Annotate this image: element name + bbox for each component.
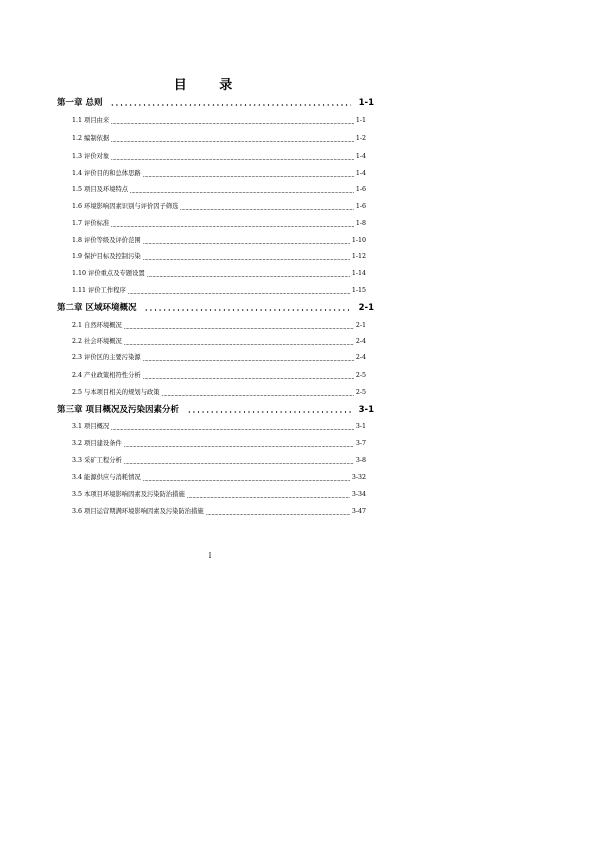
- toc-entry-label: 2.4 产业政策相符性分析: [72, 372, 141, 379]
- toc-section-entry[interactable]: [72, 473, 366, 483]
- toc-entry-page: 1-1: [358, 98, 374, 108]
- dot-leader: [111, 159, 354, 160]
- toc-section-entry[interactable]: [72, 219, 366, 229]
- toc-entry-label: 2.2 社会环境概况: [72, 338, 122, 345]
- toc-entry-label: 1.7 评价标准: [72, 220, 110, 227]
- page-number: I: [208, 552, 212, 560]
- toc-entry-label: 1.4 评价目的和总体思路: [72, 170, 141, 177]
- toc-entry-label: 2.3 评价区的主要污染源: [72, 354, 141, 361]
- dot-leader: [111, 141, 354, 142]
- dot-leader: [143, 176, 354, 177]
- toc-entry-page: 1-1: [355, 117, 366, 124]
- toc-entry-label: 1.8 评价等级及评价范围: [72, 237, 141, 244]
- toc-section-entry[interactable]: [72, 439, 366, 449]
- dot-leader: [111, 123, 354, 124]
- toc-chapter-entry[interactable]: [57, 303, 374, 313]
- toc-section-entry[interactable]: [72, 337, 366, 347]
- toc-entry-page: 1-15: [351, 287, 366, 294]
- toc-section-entry[interactable]: [72, 116, 366, 126]
- dot-leader: [143, 360, 354, 361]
- toc-entry-page: 3-34: [351, 491, 366, 498]
- toc-entry-page: 3-1: [355, 423, 366, 430]
- toc-entry-page: 1-4: [355, 153, 366, 160]
- dot-leader: [128, 293, 350, 294]
- dot-leader: [130, 192, 354, 193]
- toc-section-entry[interactable]: [72, 134, 366, 144]
- toc-section-entry[interactable]: [72, 269, 366, 279]
- dot-leader: [111, 429, 354, 430]
- dot-leader: [124, 344, 354, 345]
- toc-title: 目 录: [173, 78, 247, 93]
- toc-entry-label: 第三章 项目概况及污染因素分析: [57, 405, 179, 415]
- toc-entry-page: 3-7: [355, 440, 366, 447]
- toc-entry-label: 1.2 编制依据: [72, 135, 110, 142]
- toc-entry-label: 2.1 自然环境概况: [72, 322, 122, 329]
- dot-leader: [147, 276, 350, 277]
- toc-section-entry[interactable]: [72, 388, 366, 398]
- toc-section-entry[interactable]: [72, 422, 366, 432]
- toc-entry-label: 3.4 能源供应与消耗情况: [72, 474, 141, 481]
- toc-entry-label: 3.6 项目运营期满环境影响因素及污染防治措施: [72, 508, 204, 515]
- toc-section-entry[interactable]: [72, 490, 366, 500]
- toc-section-entry[interactable]: [72, 371, 366, 381]
- toc-entry-page: 3-32: [351, 474, 366, 481]
- toc-entry-label: 1.9 保护目标及控制污染: [72, 253, 141, 260]
- toc-entry-page: 1-6: [355, 203, 366, 210]
- toc-entry-label: 1.6 环境影响因素识别与评价因子筛选: [72, 203, 179, 210]
- dot-leader: [206, 514, 350, 515]
- toc-entry-page: 3-8: [355, 457, 366, 464]
- toc-entry-page: 1-4: [355, 170, 366, 177]
- dot-leader: [124, 463, 354, 464]
- toc-entry-label: 1.10 评价重点及专题设置: [72, 270, 145, 277]
- toc-section-entry[interactable]: [72, 286, 366, 296]
- toc-section-entry[interactable]: [72, 152, 366, 162]
- dot-leader: [144, 309, 350, 311]
- toc-entry-page: 1-6: [355, 186, 366, 193]
- toc-entry-page: 2-4: [355, 338, 366, 345]
- toc-section-entry[interactable]: [72, 236, 366, 246]
- toc-entry-label: 3.3 采矿工程分析: [72, 457, 122, 464]
- toc-section-entry[interactable]: [72, 185, 366, 195]
- toc-section-entry[interactable]: [72, 507, 366, 517]
- dot-leader: [143, 243, 350, 244]
- toc-entry-page: 1-14: [351, 270, 366, 277]
- dot-leader: [187, 411, 351, 413]
- dot-leader: [111, 226, 354, 227]
- dot-leader: [124, 328, 354, 329]
- toc-entry-label: 3.1 项目概况: [72, 423, 110, 430]
- toc-entry-label: 3.2 项目建设条件: [72, 440, 122, 447]
- toc-entry-label: 第一章 总则: [57, 98, 103, 108]
- toc-entry-label: 2.5 与本项目相关的规划与政策: [72, 389, 160, 396]
- toc-entry-page: 1-12: [351, 253, 366, 260]
- toc-section-entry[interactable]: [72, 456, 366, 466]
- toc-entry-page: 2-5: [355, 372, 366, 379]
- toc-entry-page: 3-1: [358, 405, 374, 415]
- toc-chapter-entry[interactable]: [57, 405, 374, 415]
- toc-entry-label: 3.5 本项目环境影响因素及污染防治措施: [72, 491, 185, 498]
- toc-entry-label: 1.1 项目由来: [72, 117, 110, 124]
- dot-leader: [187, 497, 350, 498]
- dot-leader: [162, 395, 354, 396]
- toc-section-entry[interactable]: [72, 353, 366, 363]
- dot-leader: [143, 378, 354, 379]
- toc-entry-page: 2-5: [355, 389, 366, 396]
- toc-entry-page: 1-10: [351, 237, 366, 244]
- toc-entry-page: 1-8: [355, 220, 366, 227]
- dot-leader: [143, 259, 350, 260]
- toc-entry-label: 第二章 区域环境概况: [57, 303, 137, 313]
- toc-section-entry[interactable]: [72, 202, 366, 212]
- dot-leader: [124, 446, 354, 447]
- toc-section-entry[interactable]: [72, 252, 366, 262]
- toc-entry-page: 3-47: [351, 508, 366, 515]
- toc-entry-page: 2-1: [355, 322, 366, 329]
- toc-entry-label: 1.3 评价对象: [72, 153, 110, 160]
- toc-entry-page: 1-2: [355, 135, 366, 142]
- toc-entry-page: 2-1: [358, 303, 374, 313]
- toc-entry-label: 1.5 项目及环境特点: [72, 186, 129, 193]
- dot-leader: [110, 104, 350, 106]
- dot-leader: [180, 209, 353, 210]
- toc-chapter-entry[interactable]: [57, 98, 374, 108]
- toc-entry-label: 1.11 评价工作程序: [72, 287, 126, 294]
- toc-section-entry[interactable]: [72, 321, 366, 331]
- toc-entry-page: 2-4: [355, 354, 366, 361]
- dot-leader: [143, 480, 350, 481]
- toc-section-entry[interactable]: [72, 169, 366, 179]
